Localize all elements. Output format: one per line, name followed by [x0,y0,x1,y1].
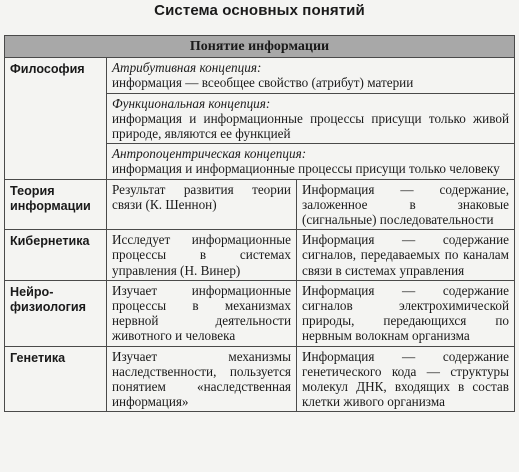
field-description: Результат развития теории связи (К. Шеннон) [107,179,297,230]
table-row [5,280,515,346]
concept-cell [107,144,515,179]
information-definition: Информация — содержание сигналов электрохимической природы, передающихся по нервным волокнам организма [297,280,515,346]
field-name: Кибернетика [5,230,107,281]
concepts-table [4,35,515,412]
page-title: Система основных понятий [154,2,365,19]
table-row [5,230,515,281]
concept-cell [107,58,515,93]
information-definition: Информация — содержание сигналов, передаваемых по каналам связи в системах управления [297,230,515,281]
field-name: Философия [5,58,107,179]
field-description: Изучает информационные процессы в механизмах нервной деятельности животного и человека [107,280,297,346]
field-description: Изучает механизмы наследственности, пользуется понятием «наследственная информация» [107,346,297,412]
field-name: Нейро-физиология [5,280,107,346]
table-row [5,346,515,412]
table-row [5,179,515,230]
field-name: Теория информации [5,179,107,230]
concept-text: информация и информационные процессы присущи только человеку [112,161,500,177]
concept-name: Атрибутивная концепция: [112,60,262,76]
concept-name: Функциональная концепция: [112,95,271,111]
table-header-row [5,36,515,58]
information-definition: Информация — содержание генетического кода — структуры молекул ДНК, входящих в состав клетки живого организма [297,346,515,412]
concept-text: информация — всеобщее свойство (атрибут) материи [112,75,414,91]
concept-text: информация и информационные процессы присущи только живой природе, являются ее функцией [112,110,510,142]
table-row [5,58,515,93]
table-header: Понятие информации [5,36,515,58]
field-name: Генетика [5,346,107,412]
concept-name: Антропоцентрическая концепция: [112,146,307,162]
information-definition: Информация — содержание, заложенное в знаковые (сигнальные) последовательности [297,179,515,230]
field-description: Исследует информационные процессы в системах управления (Н. Винер) [107,230,297,281]
concept-cell [107,93,515,144]
